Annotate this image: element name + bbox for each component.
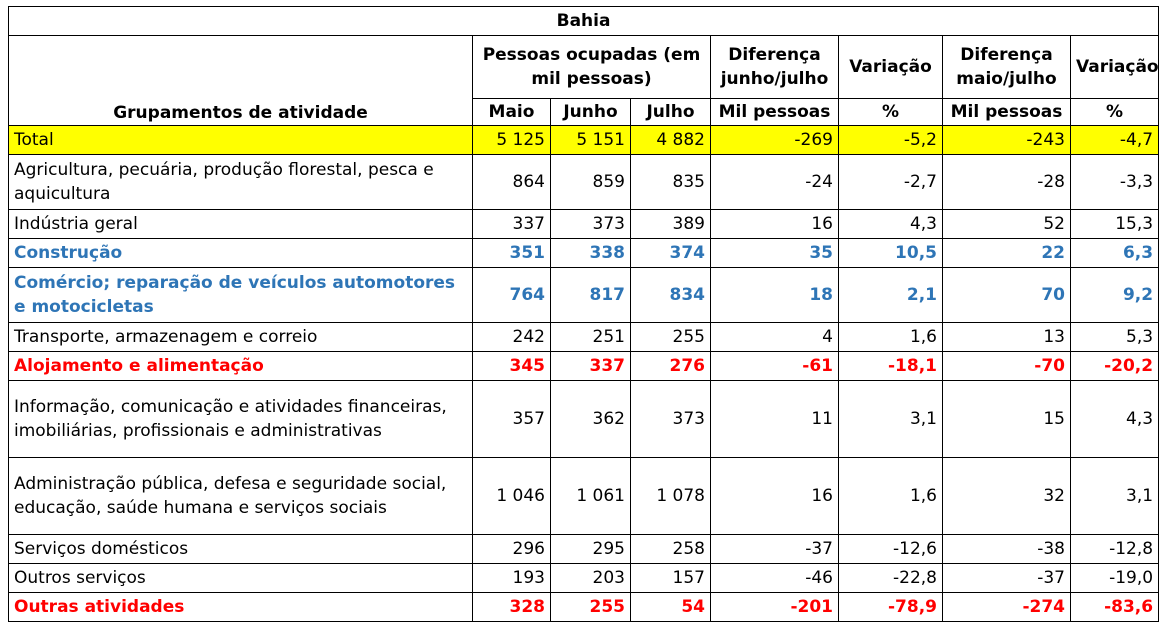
table-row bbox=[9, 323, 1159, 352]
cell-dif-jj: -201 bbox=[711, 593, 839, 622]
cell-var-jj: -2,7 bbox=[839, 155, 943, 210]
table-row-highlight-blue bbox=[9, 268, 1159, 323]
cell-var-mj: 3,1 bbox=[1071, 458, 1159, 535]
header-variacao-1: Variação bbox=[839, 36, 943, 99]
cell-dif-jj: 16 bbox=[711, 210, 839, 239]
header-grupamentos: Grupamentos de atividade bbox=[9, 36, 473, 126]
cell-var-mj: 9,2 bbox=[1071, 268, 1159, 323]
row-label: Informação, comunicação e atividades financeiras, imobiliárias, profissionais e administrativas bbox=[9, 381, 473, 458]
cell-maio: 764 bbox=[473, 268, 551, 323]
header-pessoas-ocupadas: Pessoas ocupadas (em mil pessoas) bbox=[473, 36, 711, 99]
cell-var-mj: 5,3 bbox=[1071, 323, 1159, 352]
cell-maio: 1 046 bbox=[473, 458, 551, 535]
cell-dif-jj: 16 bbox=[711, 458, 839, 535]
row-label: Total bbox=[9, 126, 473, 155]
table-title: Bahia bbox=[9, 7, 1159, 36]
cell-var-mj: -20,2 bbox=[1071, 352, 1159, 381]
cell-dif-mj: 70 bbox=[943, 268, 1071, 323]
cell-var-mj: -12,8 bbox=[1071, 535, 1159, 564]
cell-julho: 255 bbox=[631, 323, 711, 352]
cell-dif-mj: 22 bbox=[943, 239, 1071, 268]
cell-var-jj: 2,1 bbox=[839, 268, 943, 323]
row-label: Alojamento e alimentação bbox=[9, 352, 473, 381]
cell-maio: 242 bbox=[473, 323, 551, 352]
table-row bbox=[9, 564, 1159, 593]
cell-dif-jj: 35 bbox=[711, 239, 839, 268]
subheader-maio: Maio bbox=[473, 99, 551, 126]
row-label: Agricultura, pecuária, produção florestal, pesca e aquicultura bbox=[9, 155, 473, 210]
cell-var-mj: 15,3 bbox=[1071, 210, 1159, 239]
cell-dif-mj: 32 bbox=[943, 458, 1071, 535]
table-row-highlight-red bbox=[9, 352, 1159, 381]
cell-dif-mj: -37 bbox=[943, 564, 1071, 593]
cell-junho: 338 bbox=[551, 239, 631, 268]
cell-junho: 1 061 bbox=[551, 458, 631, 535]
cell-julho: 276 bbox=[631, 352, 711, 381]
cell-maio: 296 bbox=[473, 535, 551, 564]
cell-dif-mj: -243 bbox=[943, 126, 1071, 155]
row-label: Outras atividades bbox=[9, 593, 473, 622]
cell-var-mj: -4,7 bbox=[1071, 126, 1159, 155]
row-label: Administração pública, defesa e seguridade social, educação, saúde humana e serviços sociais bbox=[9, 458, 473, 535]
cell-var-jj: 1,6 bbox=[839, 458, 943, 535]
cell-var-mj: -83,6 bbox=[1071, 593, 1159, 622]
table-row-highlight-blue bbox=[9, 239, 1159, 268]
cell-var-jj: -78,9 bbox=[839, 593, 943, 622]
cell-maio: 864 bbox=[473, 155, 551, 210]
cell-var-mj: 6,3 bbox=[1071, 239, 1159, 268]
cell-dif-mj: -70 bbox=[943, 352, 1071, 381]
subheader-mil-pessoas-1: Mil pessoas bbox=[711, 99, 839, 126]
row-label: Construção bbox=[9, 239, 473, 268]
cell-var-jj: -22,8 bbox=[839, 564, 943, 593]
header-diferenca-junho-julho: Diferença junho/julho bbox=[711, 36, 839, 99]
cell-julho: 4 882 bbox=[631, 126, 711, 155]
cell-dif-jj: 18 bbox=[711, 268, 839, 323]
cell-dif-mj: 15 bbox=[943, 381, 1071, 458]
table-row-highlight-red bbox=[9, 593, 1159, 622]
table-row-total bbox=[9, 126, 1159, 155]
table-row bbox=[9, 155, 1159, 210]
cell-junho: 255 bbox=[551, 593, 631, 622]
cell-julho: 374 bbox=[631, 239, 711, 268]
cell-var-jj: -5,2 bbox=[839, 126, 943, 155]
cell-var-mj: -19,0 bbox=[1071, 564, 1159, 593]
header-diferenca-maio-julho: Diferença maio/julho bbox=[943, 36, 1071, 99]
cell-var-jj: 4,3 bbox=[839, 210, 943, 239]
cell-dif-mj: 52 bbox=[943, 210, 1071, 239]
cell-var-jj: 1,6 bbox=[839, 323, 943, 352]
cell-maio: 337 bbox=[473, 210, 551, 239]
table-row bbox=[9, 458, 1159, 535]
employment-table bbox=[8, 6, 1159, 622]
cell-junho: 337 bbox=[551, 352, 631, 381]
cell-var-jj: 10,5 bbox=[839, 239, 943, 268]
table-row bbox=[9, 210, 1159, 239]
cell-dif-jj: -46 bbox=[711, 564, 839, 593]
cell-var-mj: 4,3 bbox=[1071, 381, 1159, 458]
cell-dif-jj: 11 bbox=[711, 381, 839, 458]
subheader-percent-2: % bbox=[1071, 99, 1159, 126]
cell-dif-jj: -24 bbox=[711, 155, 839, 210]
cell-julho: 258 bbox=[631, 535, 711, 564]
cell-junho: 373 bbox=[551, 210, 631, 239]
subheader-percent-1: % bbox=[839, 99, 943, 126]
row-label: Serviços domésticos bbox=[9, 535, 473, 564]
cell-maio: 351 bbox=[473, 239, 551, 268]
cell-junho: 859 bbox=[551, 155, 631, 210]
cell-maio: 345 bbox=[473, 352, 551, 381]
cell-junho: 295 bbox=[551, 535, 631, 564]
cell-dif-mj: -28 bbox=[943, 155, 1071, 210]
cell-junho: 251 bbox=[551, 323, 631, 352]
row-label: Outros serviços bbox=[9, 564, 473, 593]
header-variacao-2: Variação bbox=[1071, 36, 1159, 99]
cell-julho: 373 bbox=[631, 381, 711, 458]
cell-maio: 193 bbox=[473, 564, 551, 593]
cell-julho: 157 bbox=[631, 564, 711, 593]
cell-dif-jj: -61 bbox=[711, 352, 839, 381]
cell-maio: 357 bbox=[473, 381, 551, 458]
cell-var-mj: -3,3 bbox=[1071, 155, 1159, 210]
subheader-julho: Julho bbox=[631, 99, 711, 126]
cell-julho: 54 bbox=[631, 593, 711, 622]
cell-julho: 389 bbox=[631, 210, 711, 239]
cell-junho: 362 bbox=[551, 381, 631, 458]
row-label: Transporte, armazenagem e correio bbox=[9, 323, 473, 352]
cell-dif-mj: -38 bbox=[943, 535, 1071, 564]
cell-dif-jj: 4 bbox=[711, 323, 839, 352]
row-label: Indústria geral bbox=[9, 210, 473, 239]
cell-junho: 817 bbox=[551, 268, 631, 323]
subheader-junho: Junho bbox=[551, 99, 631, 126]
cell-dif-mj: 13 bbox=[943, 323, 1071, 352]
cell-julho: 835 bbox=[631, 155, 711, 210]
cell-julho: 1 078 bbox=[631, 458, 711, 535]
cell-junho: 203 bbox=[551, 564, 631, 593]
cell-dif-jj: -37 bbox=[711, 535, 839, 564]
cell-dif-jj: -269 bbox=[711, 126, 839, 155]
cell-dif-mj: -274 bbox=[943, 593, 1071, 622]
table-row bbox=[9, 535, 1159, 564]
table-row bbox=[9, 381, 1159, 458]
cell-var-jj: 3,1 bbox=[839, 381, 943, 458]
subheader-mil-pessoas-2: Mil pessoas bbox=[943, 99, 1071, 126]
cell-maio: 328 bbox=[473, 593, 551, 622]
row-label: Comércio; reparação de veículos automotores e motocicletas bbox=[9, 268, 473, 323]
cell-junho: 5 151 bbox=[551, 126, 631, 155]
cell-julho: 834 bbox=[631, 268, 711, 323]
cell-var-jj: -12,6 bbox=[839, 535, 943, 564]
cell-var-jj: -18,1 bbox=[839, 352, 943, 381]
table-container bbox=[8, 6, 1158, 622]
cell-maio: 5 125 bbox=[473, 126, 551, 155]
